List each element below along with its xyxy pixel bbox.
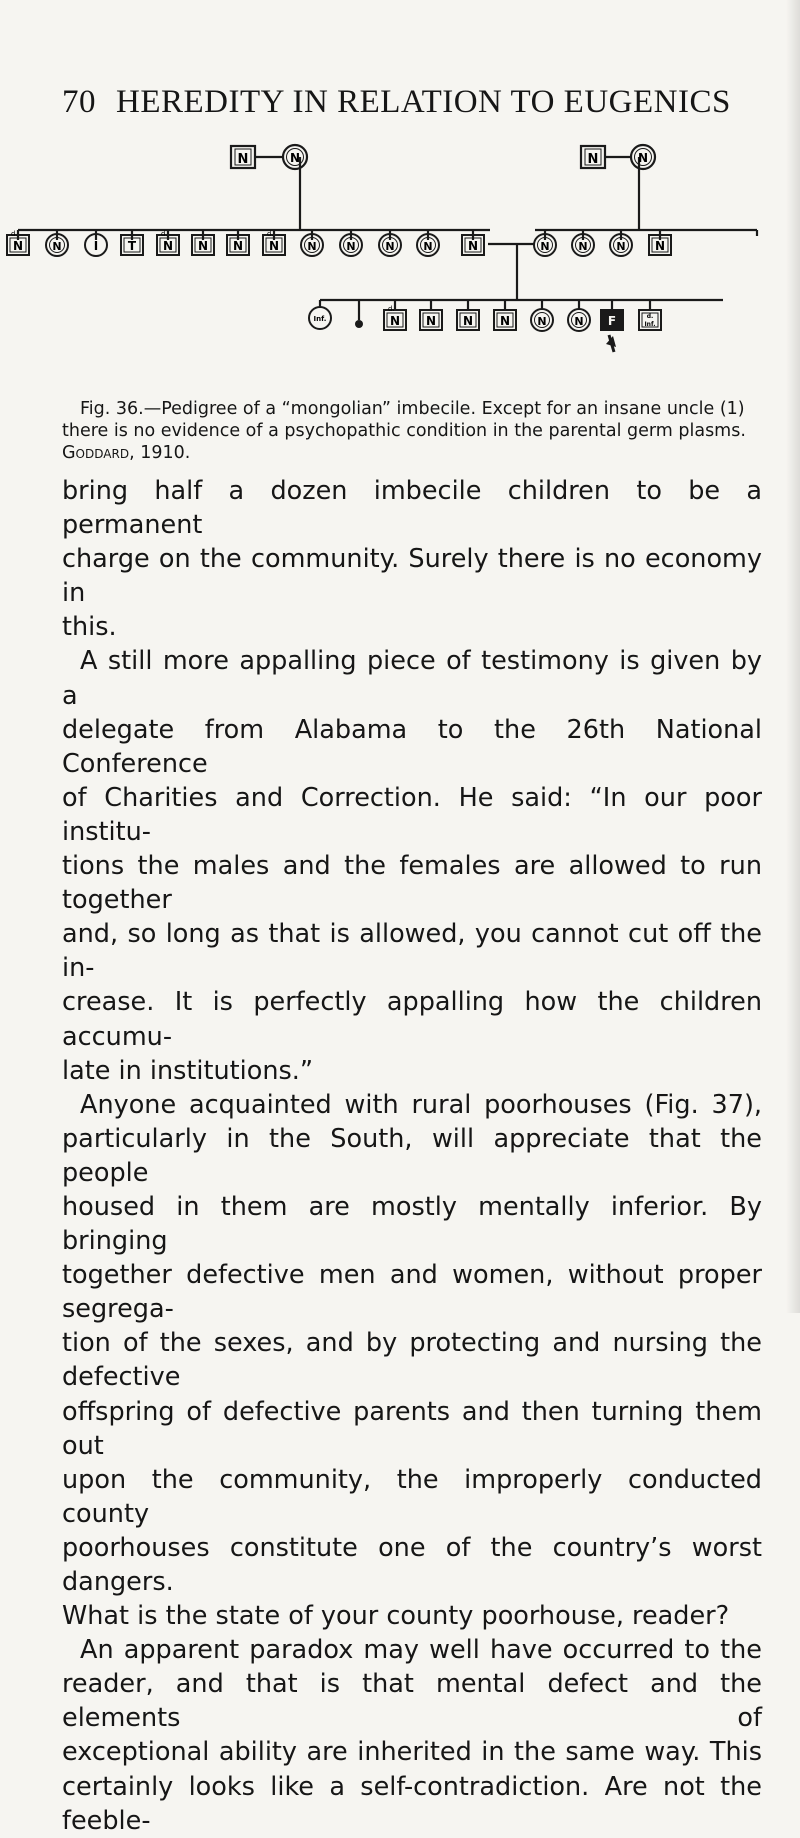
svg-text:N: N bbox=[12, 239, 24, 253]
gen2-left-7 bbox=[227, 235, 249, 255]
body-line: Anyone acquainted with rural poorhouses (Fig. 37), bbox=[80, 1089, 762, 1120]
svg-text:d.: d. bbox=[267, 230, 274, 238]
figure-caption bbox=[62, 398, 752, 464]
svg-text:N: N bbox=[423, 240, 433, 253]
body-line: tions the males and the females are allowed to run together bbox=[62, 851, 762, 916]
gen3-7 bbox=[531, 309, 553, 331]
caption-label: Fig. 36.—Pedigree of a “mongolian” imbecile. bbox=[80, 399, 477, 419]
gen2-left-9 bbox=[301, 234, 323, 256]
svg-text:N: N bbox=[578, 240, 588, 253]
svg-text:N: N bbox=[540, 240, 550, 253]
svg-text:N: N bbox=[52, 240, 62, 253]
body-line: of Charities and Correction. He said: “In our poor institu- bbox=[62, 782, 762, 847]
svg-text:N: N bbox=[268, 239, 280, 253]
svg-text:N: N bbox=[537, 315, 547, 328]
svg-text:N: N bbox=[197, 239, 209, 253]
gen3-5 bbox=[457, 310, 479, 330]
body-line: exceptional ability are inherited in the same way. This bbox=[62, 1737, 762, 1768]
svg-text:N: N bbox=[289, 151, 301, 165]
body-line: What is the state of your county poorhouse, reader? bbox=[62, 1601, 730, 1632]
svg-text:N: N bbox=[462, 314, 474, 328]
svg-text:Inf.: Inf. bbox=[313, 315, 327, 323]
body-line: this. bbox=[62, 612, 117, 643]
body-line: together defective men and women, without proper segrega- bbox=[62, 1260, 762, 1325]
svg-text:d.: d. bbox=[161, 230, 168, 238]
svg-text:N: N bbox=[637, 151, 649, 165]
svg-text:N: N bbox=[587, 152, 599, 167]
gen1-right-mother bbox=[631, 145, 655, 169]
body-line: offspring of defective parents and then turning them out bbox=[62, 1396, 762, 1461]
body-line: housed in them are mostly mentally inferior. By bringing bbox=[62, 1191, 762, 1257]
svg-text:N: N bbox=[574, 315, 584, 328]
gen3-6 bbox=[494, 310, 516, 330]
pedigree-chart bbox=[0, 140, 800, 390]
body-line: An apparent paradox may well have occurred to the bbox=[80, 1635, 762, 1666]
body-line: and, so long as that is allowed, you cannot cut off the in- bbox=[62, 919, 762, 984]
svg-text:N: N bbox=[499, 314, 511, 328]
body-line: certainly looks like a self-contradiction. Are not the feeble- bbox=[62, 1771, 762, 1836]
gen2-left-12 bbox=[417, 234, 439, 256]
svg-text:N: N bbox=[232, 239, 244, 253]
svg-text:N: N bbox=[346, 240, 356, 253]
svg-text:T: T bbox=[127, 239, 137, 253]
running-title: HEREDITY IN RELATION TO EUGENICS bbox=[116, 84, 731, 120]
caption-author: Goddard bbox=[62, 443, 130, 463]
running-header bbox=[62, 84, 742, 121]
gen2-right-3 bbox=[610, 234, 632, 256]
gen3-8 bbox=[568, 309, 590, 331]
gen3-9-feebleminded-propositus bbox=[601, 310, 623, 352]
svg-text:Inf.: Inf. bbox=[644, 321, 656, 328]
gen1-right-father bbox=[581, 146, 605, 168]
body-line: crease. It is perfectly appalling how the children accumu- bbox=[62, 987, 762, 1052]
caption-year: , 1910. bbox=[129, 443, 191, 463]
gen2-left-13-father bbox=[462, 235, 484, 255]
body-line: bring half a dozen imbecile children to be a permanent bbox=[62, 476, 762, 541]
svg-text:N: N bbox=[616, 240, 626, 253]
body-line: particularly in the South, will appreciate that the people bbox=[62, 1123, 762, 1188]
gen2-left-4 bbox=[121, 235, 143, 255]
svg-text:I: I bbox=[93, 239, 99, 253]
body-line: charge on the community. Surely there is no economy in bbox=[62, 544, 762, 609]
svg-text:N: N bbox=[237, 152, 249, 167]
gen2-right-2 bbox=[572, 234, 594, 256]
gen1-left-mother bbox=[283, 145, 307, 169]
gen2-left-10 bbox=[340, 234, 362, 256]
svg-text:N: N bbox=[389, 314, 401, 328]
svg-text:d.: d. bbox=[11, 230, 18, 238]
body-line: delegate from Alabama to the 26th National Conference bbox=[62, 714, 762, 779]
gen2-left-2 bbox=[46, 234, 68, 256]
gen3-10-infant bbox=[639, 310, 661, 330]
gen1-left-father bbox=[231, 146, 255, 168]
gen3-4 bbox=[420, 310, 442, 330]
gen2-left-11 bbox=[379, 234, 401, 256]
body-line: poorhouses constitute one of the country’s worst dangers. bbox=[62, 1532, 762, 1597]
body-line: A still more appalling piece of testimony is given by a bbox=[62, 646, 762, 711]
svg-text:d.: d. bbox=[646, 313, 654, 320]
body-line: upon the community, the improperly conducted county bbox=[62, 1464, 762, 1529]
gen2-right-1-mother bbox=[534, 234, 556, 256]
svg-text:N: N bbox=[385, 240, 395, 253]
page-number: 70 bbox=[62, 84, 96, 120]
body-text bbox=[62, 474, 762, 1838]
gen2-left-6 bbox=[192, 235, 214, 255]
svg-text:d.: d. bbox=[388, 305, 395, 313]
svg-text:N: N bbox=[307, 240, 317, 253]
body-line: tion of the sexes, and by protecting and nursing the defective bbox=[62, 1328, 762, 1393]
gen2-right-4 bbox=[649, 235, 671, 255]
body-line: late in institutions.” bbox=[62, 1055, 314, 1086]
caption-text: Except for an insane uncle (1) there is no evidence of a psychopathic condition in the parental germ plasms. bbox=[62, 399, 746, 441]
svg-text:N: N bbox=[425, 314, 437, 328]
gen3-2-miscarriage bbox=[355, 320, 363, 328]
gen3-1-infant bbox=[309, 307, 331, 329]
body-line: reader, and that is that mental defect and the elements of bbox=[62, 1669, 762, 1734]
svg-text:N: N bbox=[467, 239, 479, 253]
svg-text:N: N bbox=[162, 239, 174, 253]
svg-text:N: N bbox=[654, 239, 666, 253]
svg-text:F: F bbox=[607, 314, 617, 328]
